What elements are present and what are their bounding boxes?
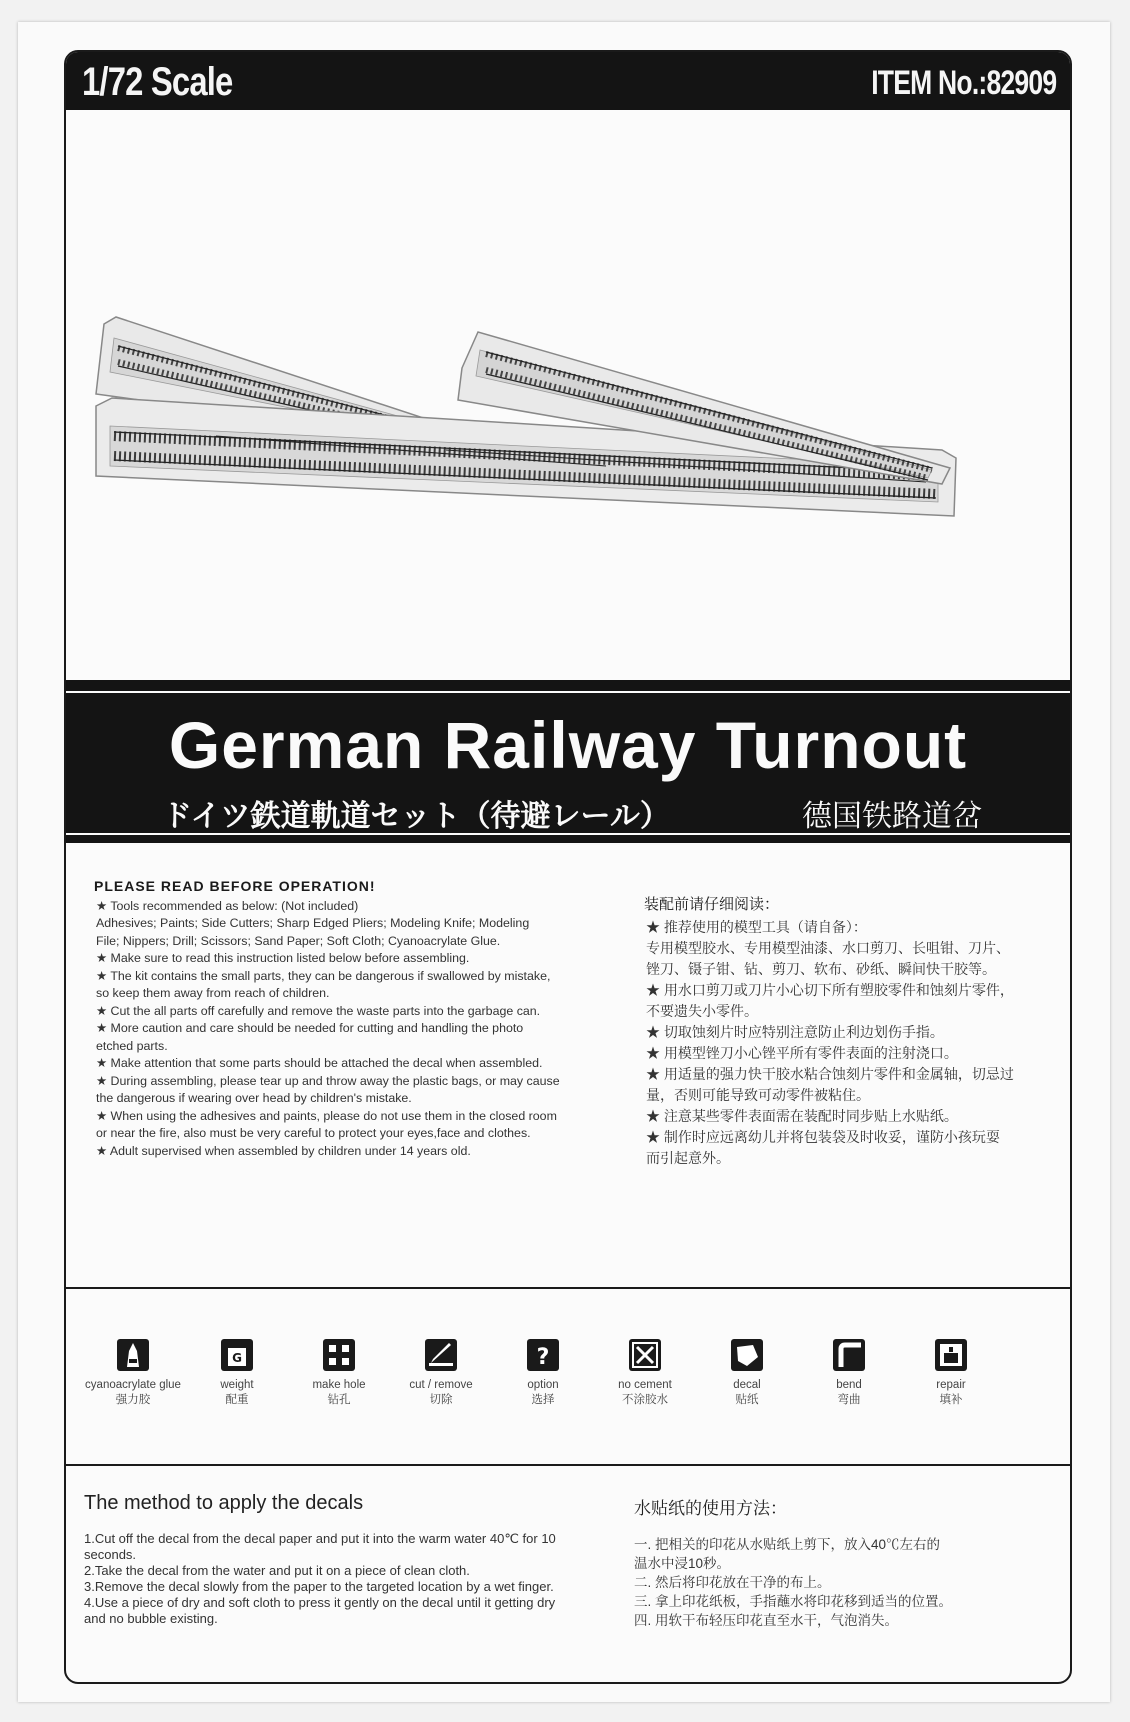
decal-en-step: 2.Take the decal from the water and put it on a piece of clean cloth. — [84, 1563, 470, 1578]
legend-label-zh: 配重 — [225, 1394, 249, 1406]
decal-en-step: 1.Cut off the decal from the decal paper and put it into the warm water 40℃ for 10 — [84, 1531, 556, 1546]
notes-zh-line: 量，否则可能导致可动零件被粘住。 — [646, 1087, 870, 1103]
bend-icon — [833, 1339, 865, 1371]
notes-chinese — [634, 894, 1054, 1169]
notes-en-line: ★ During assembling, please tear up and throw away the plastic bags, or may cause — [96, 1073, 560, 1088]
decal-zh-step: 三. 拿上印花纸板，手指蘸水将印花移到适当的位置。 — [634, 1594, 953, 1609]
title-english: German Railway Turnout — [168, 708, 968, 782]
title-japanese: ドイツ鉄道軌道セット（待避レール） — [162, 800, 670, 833]
svg-text:?: ? — [536, 1345, 550, 1370]
question-icon — [527, 1339, 559, 1371]
notes-zh-line: 而引起意外。 — [646, 1150, 730, 1166]
svg-text:G: G — [232, 1351, 242, 1365]
notes-en-line: so keep them away from reach of children. — [96, 986, 330, 1000]
legend-label-zh: 切除 — [429, 1394, 453, 1406]
notes-english — [84, 878, 624, 1160]
legend-label-en: option — [527, 1379, 559, 1391]
notes-en-line: ★ Make sure to read this instruction listed below before assembling. — [96, 951, 470, 965]
decal-icon — [731, 1339, 763, 1371]
notes-zh-line: ★ 用水口剪刀或刀片小心切下所有塑胶零件和蚀刻片零件， — [646, 982, 1014, 998]
item-number: ITEM No.:82909 — [870, 64, 1056, 102]
notes-en-line: ★ Make attention that some parts should be attached the decal when assembled. — [96, 1056, 543, 1070]
repair-icon — [935, 1339, 967, 1371]
legend-label-zh: 选择 — [531, 1394, 555, 1406]
notes-en-line: ★ More caution and care should be needed for cutting and handling the photo — [96, 1021, 524, 1035]
legend-label-en: cut / remove — [409, 1379, 473, 1391]
legend-label-en: weight — [220, 1379, 254, 1391]
notes-zh-line: ★ 注意某些零件表面需在装配时同步贴上水贴纸。 — [646, 1108, 958, 1124]
legend-option — [488, 1339, 598, 1408]
notes-en-heading: PLEASE READ BEFORE OPERATION! — [94, 878, 376, 894]
legend-weight — [182, 1339, 292, 1408]
notes-zh-line: ★ 用模型锉刀小心锉平所有零件表面的注射浇口。 — [646, 1045, 958, 1061]
legend-label-zh: 不涂胶水 — [622, 1394, 668, 1406]
notes-en-line: ★ Adult supervised when assembled by children under 14 years old. — [96, 1143, 471, 1158]
decal-en-heading: The method to apply the decals — [84, 1492, 364, 1514]
notes-en-line: ★ Cut the all parts off carefully and remove the waste parts into the garbage can. — [96, 1003, 541, 1018]
operation-notes — [66, 848, 1070, 1278]
notes-en-line: or near the fire, also must be very careful to protect your eyes,face and clothes. — [96, 1126, 531, 1140]
scale-label: 1/72 Scale — [82, 60, 233, 104]
decal-zh-step: 一. 把相关的印花从水贴纸上剪下，放入40℃左右的 — [634, 1537, 941, 1552]
notes-en-line: etched parts. — [96, 1038, 168, 1053]
turnout-illustration — [66, 110, 1070, 675]
legend-label-en: no cement — [618, 1379, 672, 1391]
legend-label-en: make hole — [312, 1379, 366, 1391]
legend-label-en: decal — [733, 1379, 761, 1391]
symbol-legend — [66, 1287, 1070, 1466]
notes-zh-line: ★ 切取蚀刻片时应特别注意防止利边划伤手指。 — [646, 1024, 944, 1040]
legend-glue — [78, 1339, 188, 1408]
notes-zh-line: ★ 用适量的强力快干胶水粘合蚀刻片零件和金属轴，切忌过 — [646, 1066, 1014, 1082]
decal-chinese — [634, 1494, 1054, 1630]
weight-icon — [221, 1339, 253, 1371]
decal-en-step: 4.Use a piece of dry and soft cloth to press it gently on the decal until it getting dry — [84, 1595, 556, 1610]
notes-zh-line: ★ 制作时应远离幼儿并将包装袋及时收妥，谨防小孩玩耍 — [646, 1129, 1000, 1145]
notes-zh-line: 锉刀、镊子钳、钻、剪刀、软布、砂纸、瞬间快干胶等。 — [646, 961, 996, 977]
legend-label-zh: 填补 — [939, 1394, 963, 1406]
decal-zh-step: 四. 用软干布轻压印花直至水干，气泡消失。 — [634, 1613, 899, 1628]
notes-en-line: ★ Tools recommended as below: (Not included) — [96, 898, 359, 913]
title-chinese: 德国铁路道岔 — [802, 800, 982, 833]
instruction-sheet — [18, 22, 1110, 1702]
legend-label-zh: 钻孔 — [327, 1394, 351, 1406]
legend-repair — [896, 1339, 1006, 1408]
decal-instructions — [66, 1464, 1070, 1682]
decal-zh-step: 温水中浸10秒。 — [634, 1556, 731, 1571]
title-rule-top — [66, 691, 1070, 693]
legend-decal — [692, 1339, 802, 1408]
decal-zh-step: 二. 然后将印花放在干净的布上。 — [634, 1575, 831, 1590]
drill-icon — [323, 1339, 355, 1371]
notes-en-line: File; Nippers; Drill; Scissors; Sand Paper; Soft Cloth; Cyanoacrylate Glue. — [96, 933, 501, 948]
title-banner — [66, 680, 1070, 843]
notes-en-line: the dangerous if wearing over head by children's mistake. — [96, 1091, 412, 1105]
decal-en-step: and no bubble existing. — [84, 1611, 218, 1626]
decal-zh-heading: 水贴纸的使用方法： — [634, 1499, 787, 1518]
legend-make-hole — [284, 1339, 394, 1408]
decal-en-step: 3.Remove the decal slowly from the paper to the targeted location by a wet finger. — [84, 1579, 554, 1594]
glue-bottle-icon — [117, 1339, 149, 1371]
page-frame — [64, 50, 1072, 1684]
legend-label-en: repair — [936, 1379, 966, 1391]
notes-en-line: ★ When using the adhesives and paints, please do not use them in the closed room — [96, 1108, 557, 1123]
header-bar — [66, 52, 1070, 110]
decal-en-step: seconds. — [84, 1547, 137, 1562]
legend-cut-remove — [386, 1339, 496, 1408]
legend-no-cement — [590, 1339, 700, 1408]
legend-label-zh: 强力胶 — [115, 1394, 151, 1406]
legend-bend — [794, 1339, 904, 1408]
notes-zh-line: 不要遗失小零件。 — [646, 1003, 758, 1019]
notes-zh-line: 专用模型胶水、专用模型油漆、水口剪刀、长咀钳、刀片、 — [646, 940, 1010, 956]
track-drawing — [66, 110, 1070, 675]
no-cement-icon — [629, 1339, 661, 1371]
notes-en-line: Adhesives; Paints; Side Cutters; Sharp Edged Pliers; Modeling Knife; Modeling — [96, 916, 530, 930]
notes-en-line: ★ The kit contains the small parts, they can be dangerous if swallowed by mistake, — [96, 968, 551, 983]
legend-label-zh: 贴纸 — [735, 1394, 759, 1406]
knife-icon — [425, 1339, 457, 1371]
title-rule-bottom — [66, 833, 1070, 835]
legend-label-en: cyanoacrylate glue — [85, 1379, 181, 1391]
decal-english — [84, 1492, 624, 1627]
notes-zh-line: ★ 推荐使用的模型工具（请自备）： — [646, 919, 867, 935]
legend-label-zh: 弯曲 — [837, 1394, 861, 1406]
legend-label-en: bend — [836, 1379, 862, 1391]
notes-zh-heading: 装配前请仔细阅读： — [644, 896, 780, 913]
